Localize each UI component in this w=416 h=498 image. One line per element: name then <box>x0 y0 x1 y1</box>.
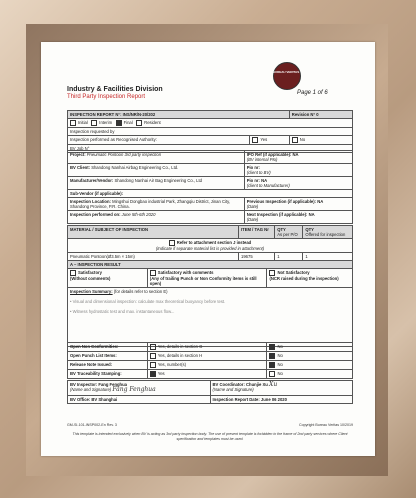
resident-checkbox[interactable] <box>136 120 142 126</box>
no-checkbox[interactable] <box>292 137 298 143</box>
signature-table: BV Inspector: Fang Fenghua (Name and Signature) Fang Fenghua BV Coordinator: Chunjie Xu Xu (Name and Signature) BV Office: BV Shanghai Inspection Report Date: June 06 2020 <box>67 380 353 404</box>
punch-yes-checkbox[interactable] <box>150 353 156 359</box>
manufacturer-value: Shandong Nanhai Air Bag Engineering Co., Ltd <box>114 178 202 183</box>
tag-header: ITEM / TAG Nr <box>239 226 275 239</box>
project-value: Pneumatic Pontoon 3rd party inspection <box>86 152 162 157</box>
material-header: MATERIAL / SUBJECT OF INSPECTION <box>68 226 239 239</box>
material-qty: 1 <box>275 253 303 261</box>
inspection-date: June 5th-6th 2020 <box>121 212 156 217</box>
footer-note: This template is intended exclusively when BV is acting as 3rd party inspection body. The use of present template is forbidden in the frame of 2nd party services where Client specification and templates must be used. <box>72 432 348 441</box>
page-number: Page 1 of 6 <box>297 90 328 96</box>
coordinator-name: BV Coordinator: Chunjie Xu <box>212 382 268 387</box>
location-value: Mingshui Dongbao industrial Park, Zhangqiu District, Jinan City, Shandong Province, P.R. China. <box>70 199 231 209</box>
inspection-result-table: A – INSPECTION RESULT Satisfactory (Without comments) Satisfactory with comments (Any of trailing Punch or Non Conformity items is still open) Not Satisfactory (NCR raised during the inspection) Inspection Summary: (for details refer to section E) • Visual and dimensional inspection: calculate max theoretical buoyancy before test. • Witness hydrostatic test and max. instantaneous flow... <box>67 260 353 347</box>
bureau-veritas-logo <box>273 62 301 90</box>
release-yes-checkbox[interactable] <box>150 362 156 368</box>
job-number: BV Job N° <box>68 145 353 153</box>
copyright: Copyright Bureau Veritas 10/2019 <box>299 423 353 427</box>
form-reference: GM-SI-101-INSP002-En Rev. 3 Copyright Bureau Veritas 10/2019 <box>67 423 353 427</box>
recognised-authority-label: Inspection performed as Recognised Authority: <box>68 136 250 145</box>
inspector-signature: Fang Fenghua <box>112 386 156 393</box>
project-details-table: Project: Pneumatic Pontoon 3rd party inspection IPO Ref (if applicable): NA (BV internal PIo) BV Client: Shandong Nanhai Airbag Engineering Co., Ltd. Pio nr: (client to BV) Manufacturer/Vendor: Shandong Nanhai Air Bag Engineering Co., Ltd Pio nr: NA (client to Manufacturer) Sub-Vendor (if applicable): Inspection Location: Mingshui Dongbao industrial Park, Zhangqiu District, Jinan City, Shandong Province, P.R. China. Previous Inspection (if applicable): NA (Date) Inspection performed on: June 5th-6th 2020 Next Inspection (if applicable): NA (Date) <box>67 150 353 224</box>
authority-no: No <box>289 136 352 145</box>
material-qty-offered: 1 <box>303 253 353 261</box>
summary-bullet-2: • Witness hydrostatic test and max. instantaneous flow... <box>70 309 175 314</box>
requested-by: Inspection requested by <box>68 128 353 136</box>
punch-no-checkbox[interactable] <box>269 353 275 359</box>
trace-yes-checkbox[interactable] <box>150 371 156 377</box>
coordinator-signature: Xu <box>269 381 278 388</box>
summary-bullet-1: • Visual and dimensional inspection: calculate max theoretical buoyancy before test. <box>70 299 226 304</box>
inspection-report-page <box>41 42 375 456</box>
logo-text: BUREAU VERITAS <box>272 70 300 74</box>
nc-yes-checkbox[interactable] <box>150 344 156 350</box>
revision-number: Revision N° 0 <box>289 111 352 119</box>
material-tag: 19675 <box>239 253 275 261</box>
inspector-name: BV Inspector: Fang Fenghua <box>70 382 127 387</box>
report-subtitle: Third Party Inspection Report <box>67 94 146 100</box>
summary-label: Inspection Summary: <box>70 289 113 294</box>
result-title: A – INSPECTION RESULT <box>68 261 353 269</box>
sub-vendor: Sub-Vendor (if applicable): <box>68 190 353 198</box>
interim-checkbox[interactable] <box>91 120 97 126</box>
trace-no-checkbox[interactable] <box>269 371 275 377</box>
yes-checkbox[interactable] <box>252 137 258 143</box>
client-value: Shandong Nanhai Airbag Engineering Co., Ltd. <box>91 165 179 170</box>
report-date: Inspection Report Date: June 06 2020 <box>210 396 353 404</box>
release-no-checkbox[interactable] <box>269 362 275 368</box>
open-items-table: Open Non Conformities: Yes, details in section G No Open Punch List Items: Yes, details in section H No Release Note Issued: Yes, number(s) No BV Traceability Stamping: Yes No <box>67 342 353 379</box>
material-table: MATERIAL / SUBJECT OF INSPECTION ITEM / TAG Nr QTY As per P/O QTY Offered for inspection Refer to attachment section J instead (Indicate if separate material list is provided in attachment) Pneumatic Pontoon(Ø3.5m × 15m) 19675 1 1 <box>67 225 353 261</box>
bv-office: BV Office: BV Shanghai <box>68 396 211 404</box>
division-title: Industry & Facilities Division <box>67 86 163 93</box>
initial-checkbox[interactable] <box>70 120 76 126</box>
report-header-table <box>67 110 353 153</box>
authority-yes: Yes <box>250 136 289 145</box>
ipo-ref: IPO Ref (if applicable): NA <box>246 152 299 157</box>
report-type-row: Initial Interim Final Resident <box>68 119 353 128</box>
nc-no-checkbox[interactable] <box>269 344 275 350</box>
material-item: Pneumatic Pontoon(Ø3.5m × 15m) <box>68 253 239 261</box>
final-checkbox[interactable] <box>116 120 122 126</box>
report-number: INSPECTION REPORT N°: INS/NR/N-20/202 <box>68 111 290 119</box>
